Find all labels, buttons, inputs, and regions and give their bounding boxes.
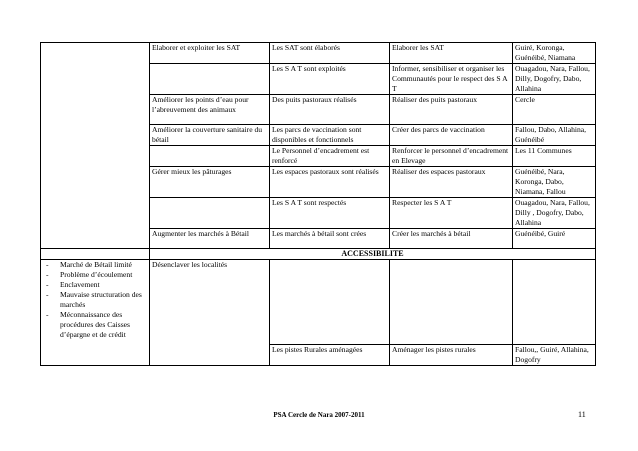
problem-cell [41, 43, 150, 249]
result-cell: Les espaces pastoraux sont réalisés [270, 167, 390, 198]
activity-cell: Créer des parcs de vaccination [390, 125, 513, 146]
objective-cell: Améliorer les points d’eau pour l’abreuvement des animaux [150, 95, 270, 125]
activity-cell: Aménager les pistes rurales [390, 345, 513, 366]
objective-cell: Elaborer et exploiter les SAT [150, 43, 270, 64]
location-cell [513, 260, 596, 345]
activity-cell [390, 260, 513, 345]
result-cell: Le Personnel d’encadrement est renforcé [270, 146, 390, 167]
problem-cell [41, 260, 150, 366]
table-row [41, 43, 596, 64]
activity-cell: Renforcer le personnel d’encadrement en Elevage [390, 146, 513, 167]
result-cell: Les marchés à bétail sont crées [270, 229, 390, 249]
issue-item: - Problème d’écoulement [46, 270, 147, 280]
objective-cell: Gérer mieux les pâturages [150, 167, 270, 198]
result-cell: Les S A T sont respectés [270, 198, 390, 229]
footer-title: PSA Cercle de Nara 2007-2011 [273, 411, 365, 419]
objective-cell: Améliorer la couverture sanitaire du bétail [150, 125, 270, 146]
location-cell: Guiré, Koronga, Guénéibé, Niamana [513, 43, 596, 64]
location-cell: Cercle [513, 95, 596, 125]
activity-cell: Réaliser des puits pastoraux [390, 95, 513, 125]
activity-cell: Respecter les S A T [390, 198, 513, 229]
result-cell: Les SAT sont élaborés [270, 43, 390, 64]
plan-table [40, 42, 596, 366]
location-cell: Fallou,, Guiré, Allahina, Dogofry [513, 345, 596, 366]
location-cell: Ouagadou, Nara, Fallou, Dilly, Dogofry, Dabo, Allahina [513, 64, 596, 95]
section-title: ACCESSIBILITE [150, 249, 596, 260]
activity-cell: Elaborer les SAT [390, 43, 513, 64]
result-cell [270, 260, 390, 345]
objective-cell: Augmenter les marchés à Bétail [150, 229, 270, 249]
location-cell: Guénéibé, Guiré [513, 229, 596, 249]
section-row [41, 249, 596, 260]
objective-cell [150, 64, 270, 95]
result-cell: Des puits pastoraux réalisés [270, 95, 390, 125]
location-cell: Les 11 Communes [513, 146, 596, 167]
objective-cell: Désenclaver les localités [150, 260, 270, 366]
activity-cell: Créer les marchés à bétail [390, 229, 513, 249]
location-cell: Fallou, Dabo, Allahina, Guénéibé [513, 125, 596, 146]
issue-item: - Méconnaissance des procédures des Caisses d’épargne et de crédit [46, 310, 147, 340]
location-cell: Guénéibé, Nara, Koronga, Dabo, Niamana, Fallou [513, 167, 596, 198]
table-row [41, 260, 596, 345]
issue-item: - Enclavement [46, 280, 147, 290]
result-cell: Les pistes Rurales aménagées [270, 345, 390, 366]
activity-cell: Informer, sensibiliser et organiser les Communautés pour le respect des S A T [390, 64, 513, 95]
issue-item: - Mauvaise structuration des marchés [46, 290, 147, 310]
issues-list [43, 260, 147, 340]
page-number: 11 [578, 410, 586, 419]
location-cell: Ouagadou, Nara, Fallou, Dilly , Dogofry, Dabo, Allahina [513, 198, 596, 229]
objective-cell [150, 198, 270, 229]
table-body [41, 43, 596, 366]
objective-cell [150, 146, 270, 167]
issue-item: - Marché de Bétail limité [46, 260, 147, 270]
activity-cell: Réaliser des espaces pastoraux [390, 167, 513, 198]
section-blank-cell [41, 249, 150, 260]
result-cell: Les S A T sont exploités [270, 64, 390, 95]
result-cell: Les parcs de vaccination sont disponibles et fonctionnels [270, 125, 390, 146]
